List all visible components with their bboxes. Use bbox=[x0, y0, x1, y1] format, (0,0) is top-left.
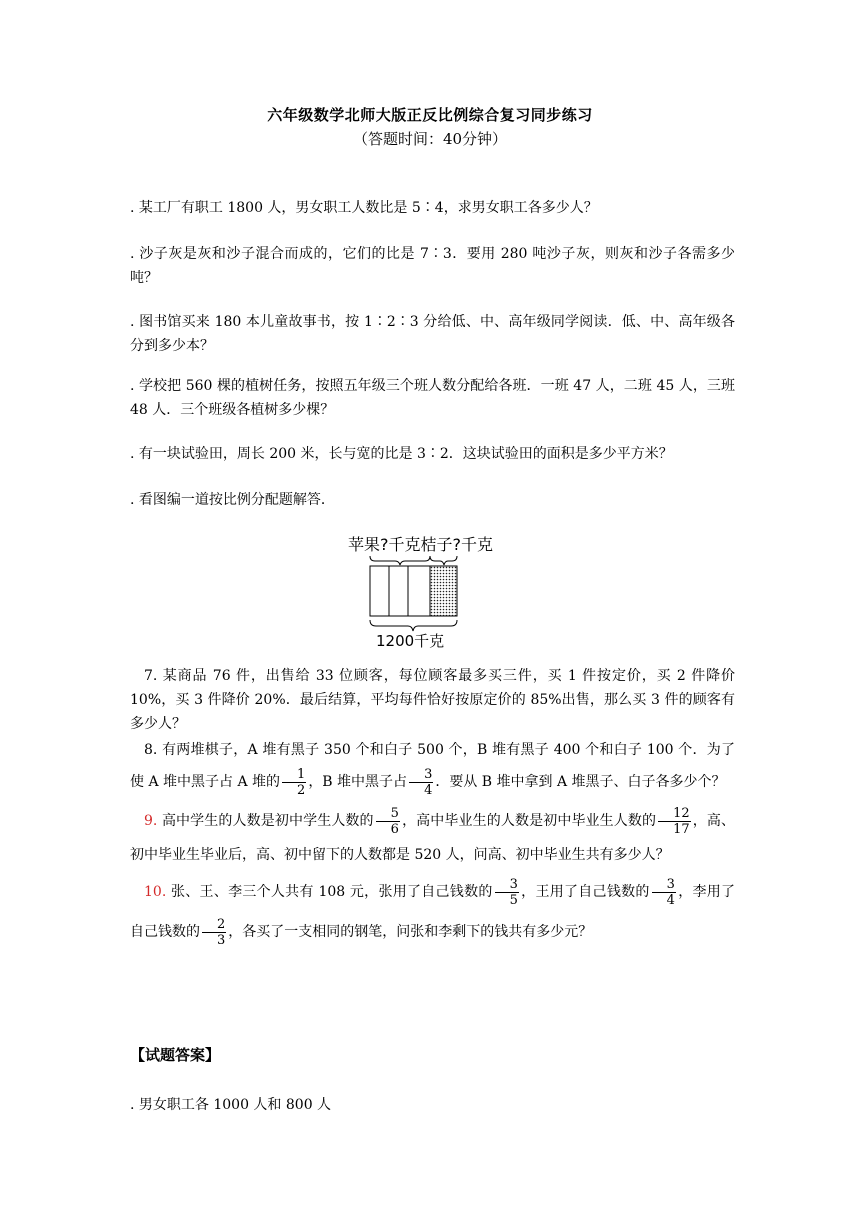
question-7 bbox=[130, 664, 735, 736]
question-6: . 看图编一道按比例分配题解答． bbox=[130, 492, 335, 508]
question-8 bbox=[130, 734, 735, 798]
fraction-numerator: 3 bbox=[409, 767, 433, 783]
fraction-denominator: 5 bbox=[509, 892, 518, 908]
orange-segment bbox=[430, 566, 457, 616]
page-subtitle: （答题时间：40分钟） bbox=[352, 130, 508, 148]
fraction-5-6 bbox=[376, 806, 400, 837]
fraction-3-4-b bbox=[652, 877, 676, 908]
question-10-text-c: ，李用了自己钱数的 bbox=[130, 884, 736, 940]
question-8-number: 8. bbox=[144, 742, 158, 758]
total-brace bbox=[370, 620, 457, 631]
fraction-numerator: 3 bbox=[495, 877, 519, 893]
fraction-numerator: 3 bbox=[652, 877, 676, 893]
question-9-number: 9. bbox=[144, 813, 158, 829]
question-9-text-a: 高中学生的人数是初中学生人数的 bbox=[161, 813, 374, 829]
question-9-text-b: ，高中毕业生的人数是初中毕业生人数的 bbox=[401, 813, 657, 829]
question-10-text-a: 张、王、李三个人共有 108 元，张用了自己钱数的 bbox=[171, 884, 493, 900]
answer-1: . 男女职工各 1000 人和 800 人 bbox=[130, 1097, 332, 1113]
fraction-numerator: 12 bbox=[658, 806, 691, 822]
question-4: . 学校把 560 棵的植树任务，按照五年级三个班人数分配给各班．一班 47 人，二班 45 人，三班 48 人．三个班级各植树多少棵？ bbox=[130, 378, 735, 418]
fraction-denominator: 3 bbox=[217, 932, 226, 948]
question-10-number: 10. bbox=[144, 884, 167, 900]
fraction-3-5 bbox=[495, 877, 519, 908]
question-1: . 某工厂有职工 1800 人，男女职工人数比是 5∶4，求男女职工各多少人？ bbox=[130, 200, 598, 216]
fraction-1-2 bbox=[282, 767, 306, 798]
question-10 bbox=[130, 872, 735, 952]
question-7-text: 某商品 76 件，出售给 33 位顾客，每位顾客最多买三件，买 1 件按定价，买 2 件降价 10%，买 3 件降价 20%．最后结算，平均每件恰好按原定价的 85%出售，那么买 3 件的顾客有多少人？ bbox=[130, 668, 735, 732]
apple-brace bbox=[370, 556, 430, 565]
fraction-denominator: 6 bbox=[390, 821, 399, 837]
question-9 bbox=[130, 804, 735, 872]
fraction-numerator: 5 bbox=[376, 806, 400, 822]
ratio-diagram bbox=[340, 530, 520, 650]
diagram-top-label: 苹果?千克桔子?千克 bbox=[348, 535, 493, 554]
fraction-denominator: 17 bbox=[673, 821, 690, 837]
question-7-number: 7. bbox=[144, 668, 158, 684]
fraction-denominator: 2 bbox=[297, 782, 306, 798]
fraction-12-17 bbox=[658, 806, 691, 837]
fraction-denominator: 4 bbox=[666, 892, 675, 908]
fraction-numerator: 1 bbox=[282, 767, 306, 783]
orange-brace bbox=[430, 556, 457, 565]
question-3: . 图书馆买来 180 本儿童故事书，按 1∶2∶3 分给低、中、高年级同学阅读．低、中、高年级各分到多少本？ bbox=[130, 314, 735, 354]
question-8-text-b: ，B 堆中黑子占 bbox=[308, 774, 408, 790]
question-10-text-b: ，王用了自己钱数的 bbox=[520, 884, 650, 900]
fraction-numerator: 2 bbox=[202, 917, 226, 933]
fraction-3-4 bbox=[409, 767, 433, 798]
page-title: 六年级数学北师大版正反比例综合复习同步练习 bbox=[267, 106, 593, 124]
question-9-text-c: ，高、初中毕业生毕业后，高、初中留下的人数都是 520 人，问高、初中毕业生共有多少人？ bbox=[130, 813, 736, 863]
question-2: . 沙子灰是灰和沙子混合而成的，它们的比是 7∶3．要用 280 吨沙子灰，则灰和沙子各需多少吨？ bbox=[130, 246, 735, 286]
diagram-bottom-label: 1200千克 bbox=[376, 632, 445, 650]
question-5: . 有一块试验田，周长 200 米，长与宽的比是 3∶2．这块试验田的面积是多少平方米？ bbox=[130, 446, 673, 462]
fraction-2-3 bbox=[202, 917, 226, 948]
question-8-text-a: 有两堆棋子，A 堆有黑子 350 个和白子 500 个，B 堆有黑子 400 个和白子 100 个．为了使 A 堆中黑子占 A 堆的 bbox=[130, 742, 735, 790]
fraction-denominator: 4 bbox=[424, 782, 433, 798]
answers-heading: 【试题答案】 bbox=[130, 1046, 221, 1064]
question-10-text-d: ，各买了一支相同的钢笔，问张和李剩下的钱共有多少元？ bbox=[228, 924, 593, 940]
question-8-text-c: ．要从 B 堆中拿到 A 堆黑子、白子各多少个？ bbox=[435, 774, 726, 790]
